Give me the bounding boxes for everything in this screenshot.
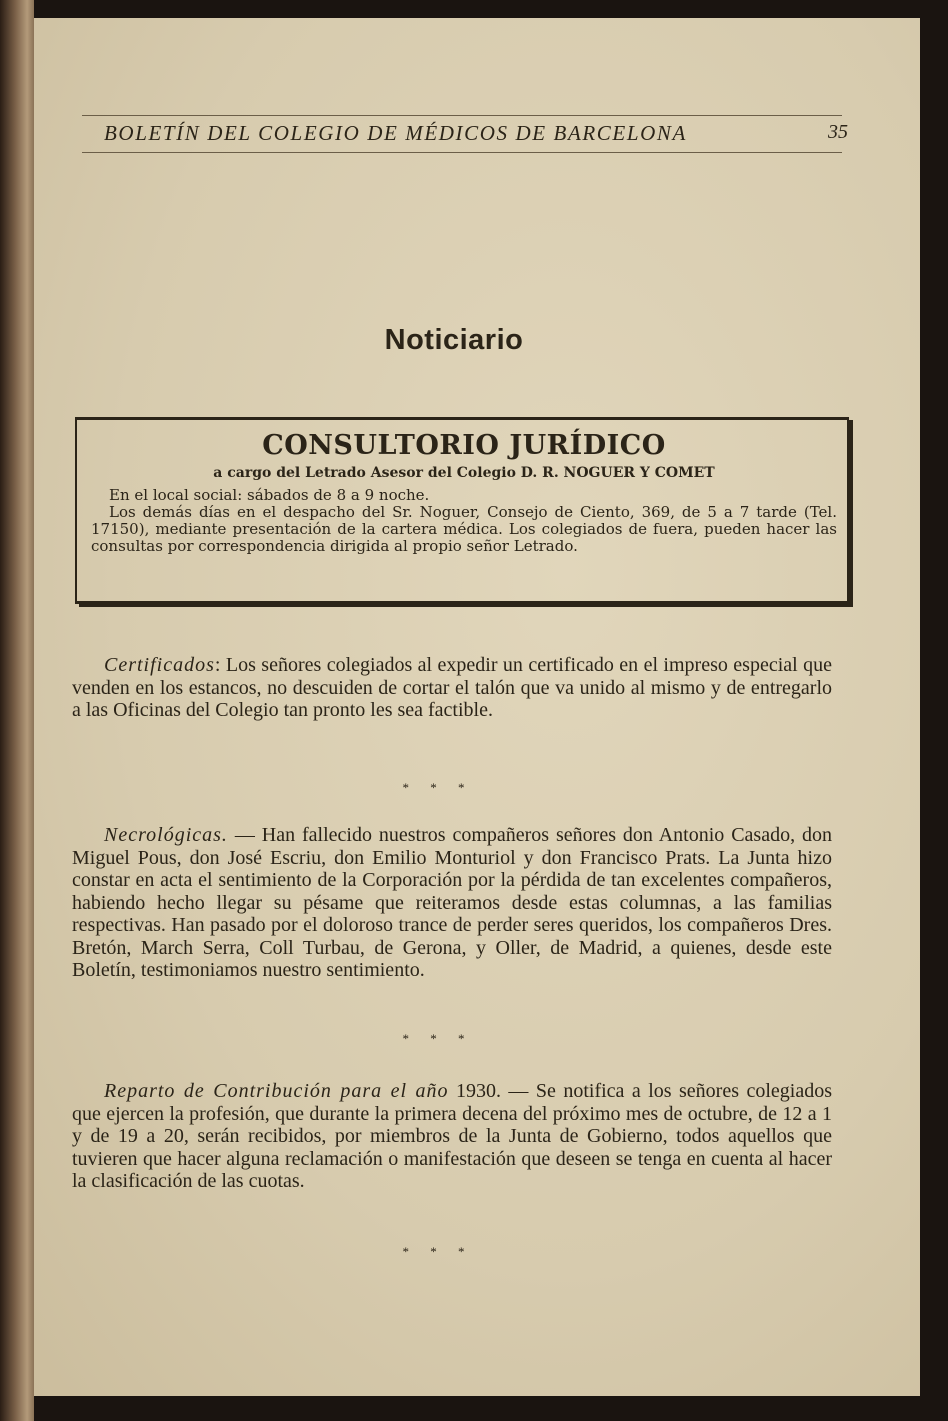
page-number: 35 xyxy=(828,121,848,143)
notice-text: 1930. — Se notifica a los señores colegiados que ejercen la profesión, que durante la primera decena del próximo mes de octubre, de 12 a 1 y de 19 a 20, serán recibidos, por miembros de la Junta de Gobierno, todos aquellos que tuvieren que hacer alguna reclamación o manifestación que deseen se tenga en cuenta al hacer la clasificación de las cuotas. xyxy=(72,1080,832,1192)
notice-certificados xyxy=(72,654,832,722)
separator: * * * xyxy=(402,780,474,795)
book-spine xyxy=(0,0,34,1421)
notice-lead: Necrológicas. xyxy=(104,824,228,846)
page xyxy=(34,18,920,1396)
running-head xyxy=(82,115,848,153)
notice-text: : Los señores colegiados al expedir un certificado en el impreso especial que venden en los estancos, no descuiden de cortar el talón que va unido al mismo y de entregarlo a las Oficinas del Colegio tan pronto les sea factible. xyxy=(72,654,832,721)
consultorio-heading: CONSULTORIO JURÍDICO xyxy=(262,430,666,461)
consultorio-line-1: En el local social: sábados de 8 a 9 noche. xyxy=(109,486,430,504)
notice-text: — Han fallecido nuestros compañeros señores don Antonio Casado, don Miguel Pous, don José Escriu, don Emilio Monturiol y don Francisco Prats. La Junta hizo constar en acta el sentimiento de la Corporación por la pérdida de tan excelentes compañeros, habiendo hecho llegar su pésame que reiteramos desde estas columnas, a las familias respectivas. Han pasado por el doloroso trance de perder seres queridos, los compañeros Dres. Bretón, March Serra, Coll Turbau, de Gerona, y Oller, de Madrid, a quienes, desde este Boletín, testimoniamos nuestro sentimiento. xyxy=(72,824,832,981)
notice-lead: Reparto de Contribución para el año xyxy=(104,1080,449,1102)
notice-reparto xyxy=(72,1080,832,1193)
journal-title: BOLETÍN DEL COLEGIO DE MÉDICOS DE BARCELONA xyxy=(104,121,687,145)
consultorio-line-2: Los demás días en el despacho del Sr. Noguer, Consejo de Ciento, 369, de 5 a 7 tarde (Tel. 17150), mediante presentación de la cartera médica. Los colegiados de fuera, pueden hacer las consultas por correspondencia dirigida al propio señor Letrado. xyxy=(91,503,837,555)
notice-lead: Certificados xyxy=(104,654,215,676)
consultorio-box xyxy=(75,417,849,604)
separator: * * * xyxy=(402,1244,474,1259)
section-title: Noticiario xyxy=(384,324,524,356)
separator: * * * xyxy=(402,1031,474,1046)
notice-necrologicas xyxy=(72,824,832,982)
consultorio-subheading: a cargo del Letrado Asesor del Colegio D. R. NOGUER Y COMET xyxy=(213,465,715,481)
